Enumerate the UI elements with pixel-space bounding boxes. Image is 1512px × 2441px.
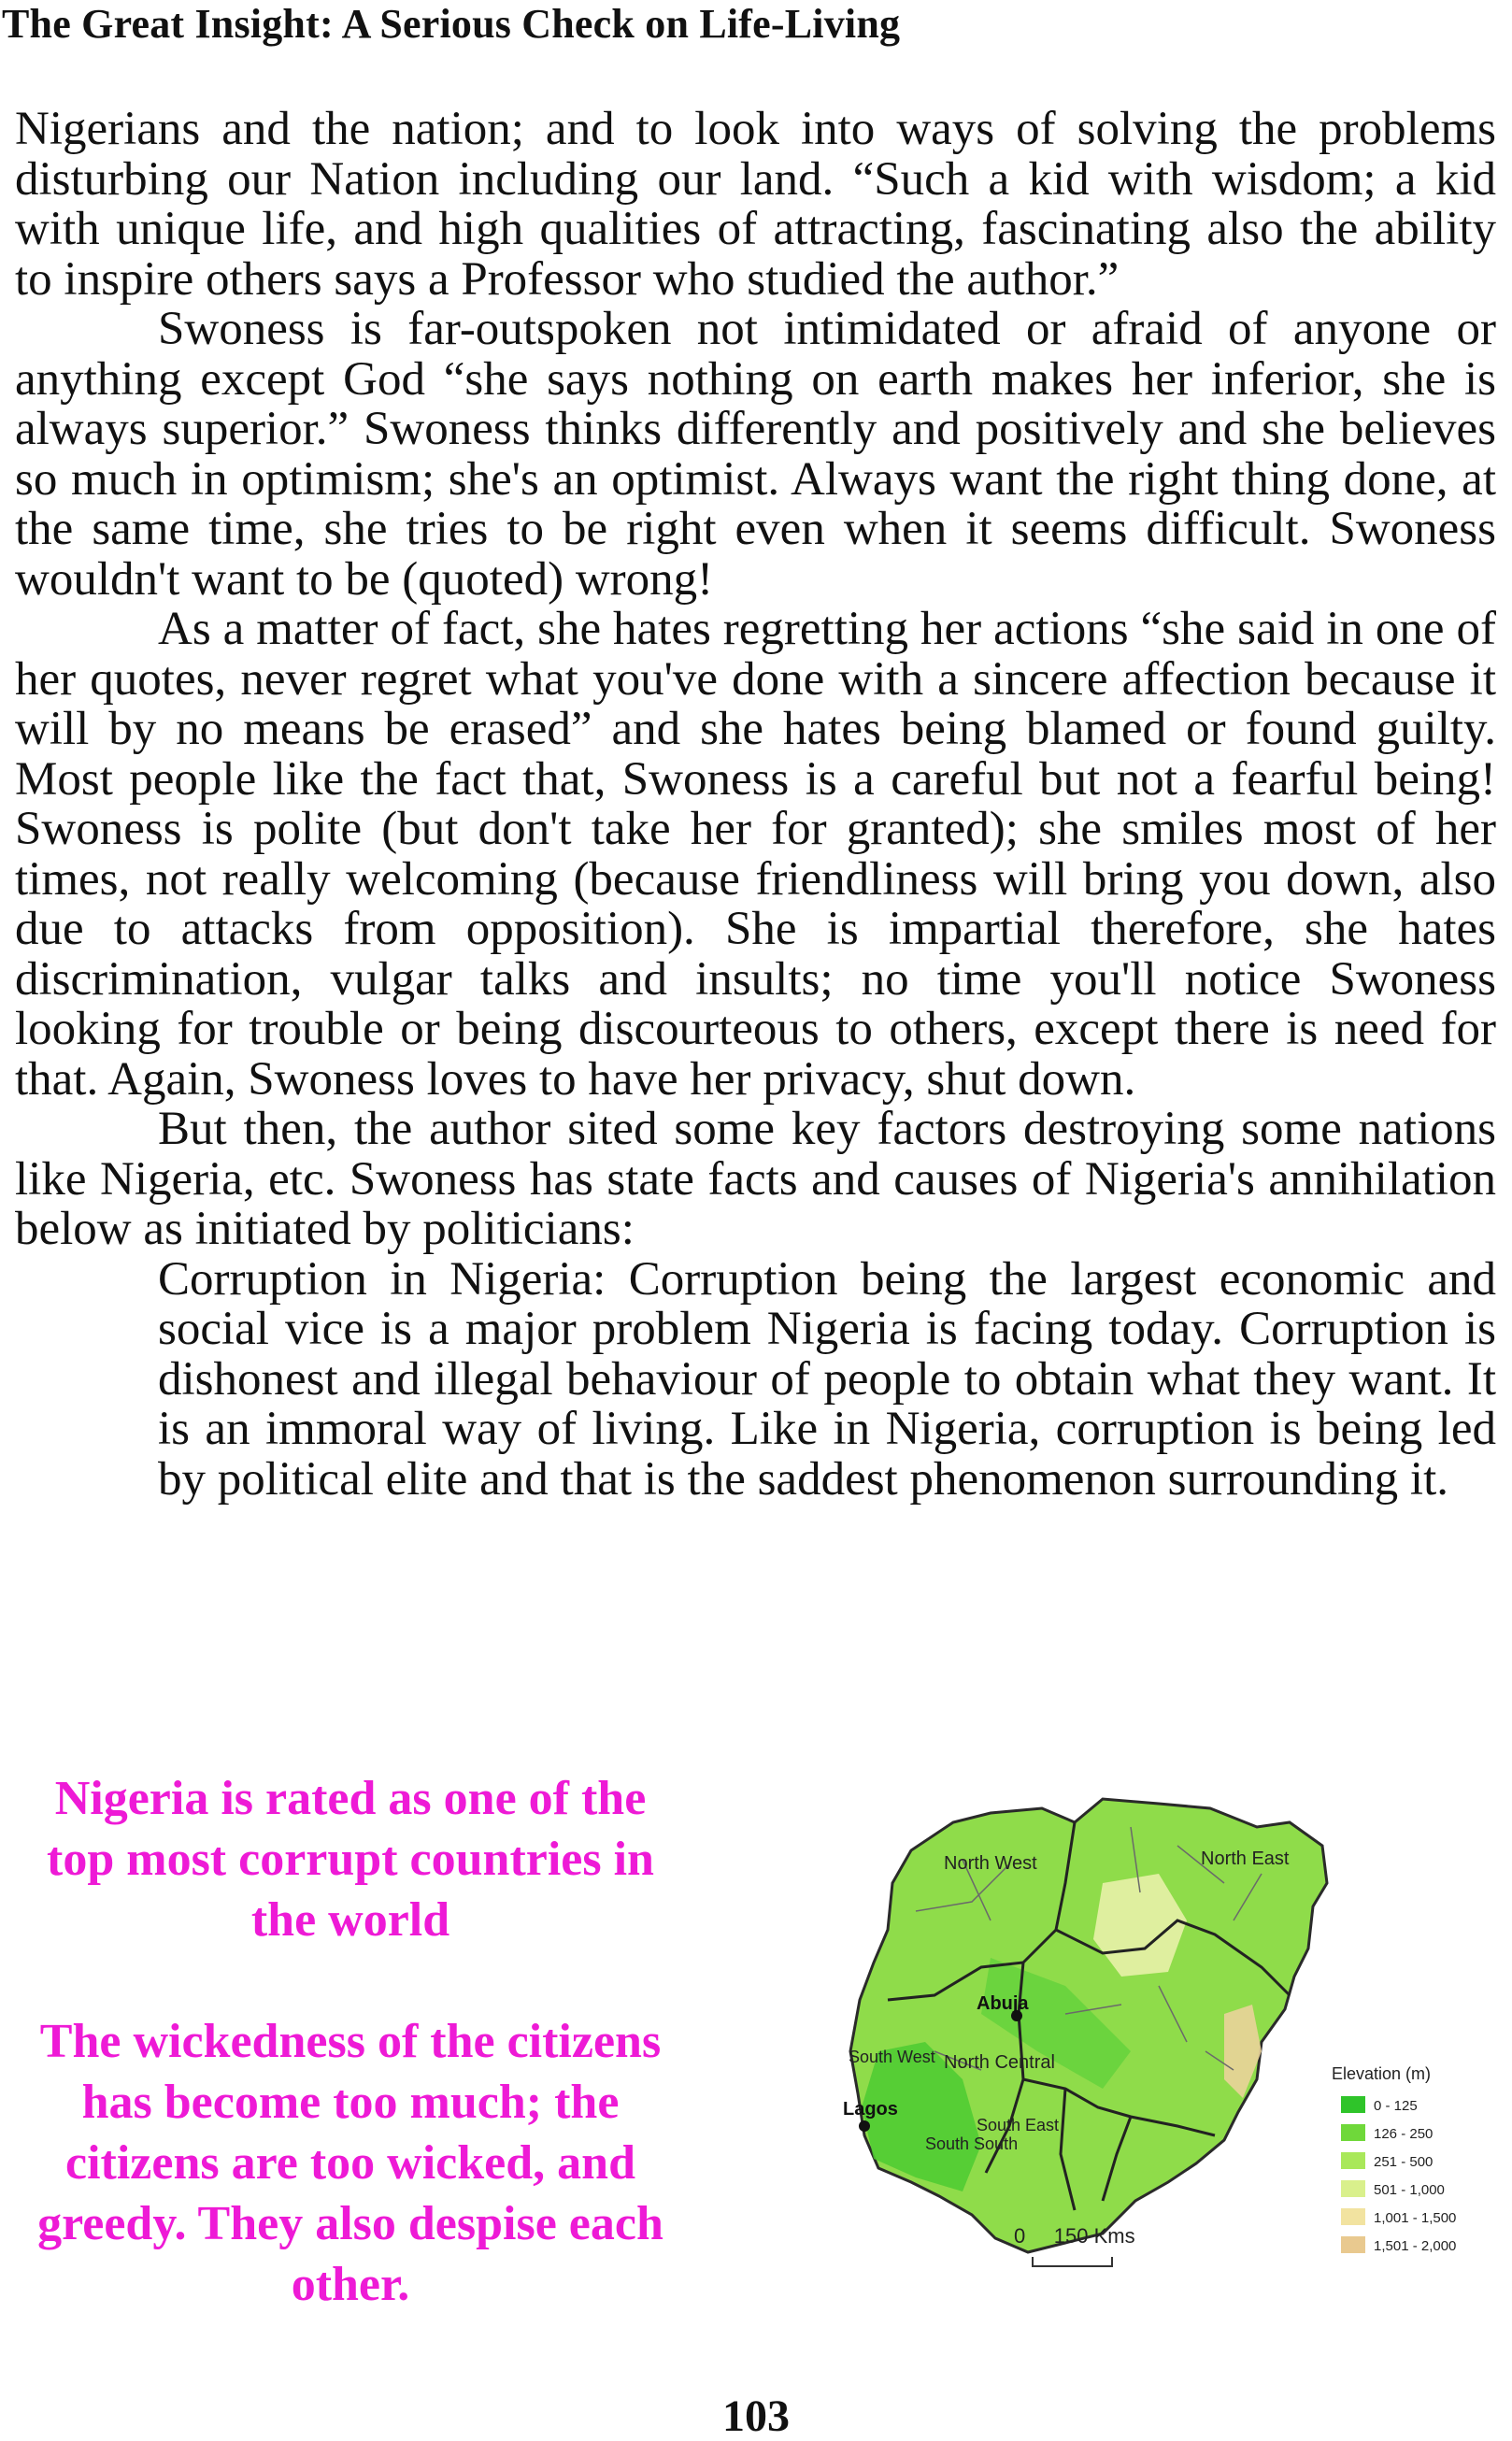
- legend-label: 501 - 1,000: [1374, 2182, 1445, 2198]
- paragraph-4: But then, the author sited some key factors destroying some nations like Nigeria, etc. Swoness has state facts and causes of Nigeria's annihilation below as initiated by politicians:: [15, 1103, 1496, 1255]
- label-north-east: North East: [1201, 1849, 1290, 1869]
- paragraph-2: Swoness is far-outspoken not intimidated or afraid of anyone or anything except God “she says nothing on earth makes her inferior, she is always superior.” Swoness thinks differently and positively and she believes so much in optimism; she's an optimist. Always want the right thing done, at the same time, she tries to be right even when it seems difficult. Swoness wouldn't want to be (quoted) wrong!: [15, 303, 1496, 606]
- legend-swatch: [1341, 2152, 1365, 2169]
- label-north-west: North West: [944, 1853, 1037, 1874]
- legend-label: 251 - 500: [1374, 2154, 1434, 2170]
- label-south-west-text: South West: [849, 2048, 935, 2066]
- legend-items: [1341, 2096, 1456, 2254]
- label-north-central: North Central: [944, 2052, 1055, 2073]
- scale-bar: [1033, 2257, 1112, 2266]
- nigeria-map: [822, 1771, 1495, 2294]
- page-number: 103: [722, 2391, 790, 2441]
- legend-label: 126 - 250: [1374, 2126, 1434, 2142]
- paragraph-corruption: Corruption in Nigeria: Corruption being the largest economic and social vice is a major problem Nigeria is facing today. Corruption is dishonest and illegal behaviour of people to obtain what they want. It is an immoral way of living. Like in Nigeria, corruption is being led by political elite and that is the saddest phenomenon surrounding it.: [158, 1252, 1496, 1506]
- label-south-east: South East: [977, 2116, 1060, 2134]
- label-south-west: [849, 2048, 935, 2066]
- legend-swatch: [1341, 2236, 1365, 2253]
- city-dot-lagos: [859, 2120, 870, 2132]
- legend-swatch: [1341, 2180, 1365, 2197]
- legend-title: Elevation (m): [1332, 2064, 1432, 2083]
- body-text: [15, 105, 1496, 1505]
- paragraph-3: As a matter of fact, she hates regretting her actions “she said in one of her quotes, never regret what you've done with a sincere affection because it will by no means be erased” and she hates being blamed or found guilty. Most people like the fact that, Swoness is a careful but not a fearful being! Swoness is polite (but don't take her for granted); she smiles most of her times, not really welcoming (because friendliness will bring you down, also due to attacks from opposition). She is impartial therefore, she hates discrimination, vulgar talks and insults; no time you'll notice Swoness looking for trouble or being discourteous to others, except there is need for that. Again, Swoness loves to have her privacy, shut down.: [15, 603, 1496, 1106]
- legend-label: 1,001 - 1,500: [1374, 2210, 1457, 2226]
- legend-swatch: [1341, 2208, 1365, 2225]
- callout-spacer: [37, 1950, 663, 2011]
- legend-label: 0 - 125: [1374, 2098, 1418, 2114]
- legend-swatch: [1341, 2096, 1365, 2113]
- legend-label: 1,501 - 2,000: [1374, 2238, 1457, 2254]
- city-abuja: Abuja: [977, 1993, 1029, 2014]
- callout-line-2: The wickedness of the citizens has become too much; the citizens are too wicked, and greedy. They also despise each other.: [37, 2015, 663, 2311]
- scale-label: 0 150 Kms: [1014, 2224, 1135, 2248]
- legend-swatch: [1341, 2124, 1365, 2141]
- callout-line-1: Nigeria is rated as one of the top most corrupt countries in the world: [47, 1772, 654, 1947]
- callout-text: [37, 1768, 663, 2315]
- paragraph-1: Nigerians and the nation; and to look into ways of solving the problems disturbing our Nation including our land. “Such a kid with wisdom; a kid with unique life, and high qualities of attracting, fascinating also the ability to inspire others says a Professor who studied the author.”: [15, 103, 1496, 306]
- city-lagos: Lagos: [843, 2099, 898, 2120]
- running-title: The Great Insight: A Serious Check on Life-Living: [2, 1, 901, 47]
- label-south-south: South South: [925, 2134, 1019, 2153]
